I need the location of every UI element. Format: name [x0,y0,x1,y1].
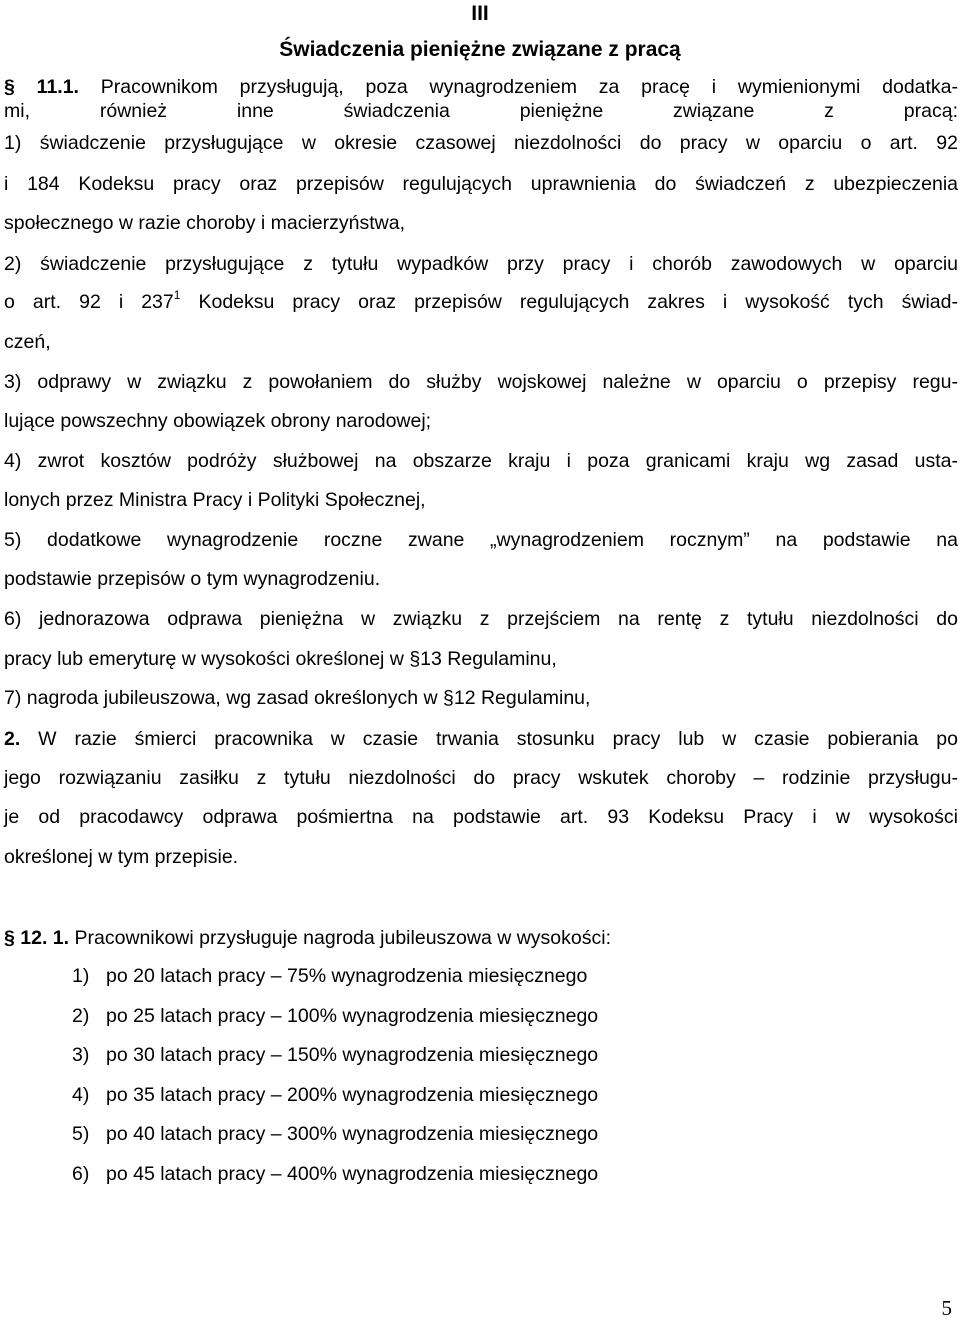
page-number: 5 [941,1296,952,1320]
item-2-text-b-pre: o art. 92 i 237 [4,291,174,313]
list-item [72,1115,772,1155]
section-sign: § [4,76,15,98]
item-5-line-2 [4,565,958,593]
paragraph-2-line-3 [4,803,958,831]
item-6-text-b-pre: pracy lub emeryturę w wysokości określonej w [4,648,410,670]
item-2-text-c: czeń, [4,331,51,353]
paragraph-2-number: 2. [4,728,21,750]
paragraph-2-text-c: je od pracodawcy odprawa pośmiertna na podstawie art. 93 Kodeksu Pracy i w wysokości [4,806,958,828]
section-12-intro-text: Pracownikowi przysługuje nagroda jubileuszowa w wysokości: [74,927,611,949]
list-item-number: 6) [72,1162,90,1185]
paragraph-2-text-b: jego rozwiązaniu zasiłku z tytułu niezdolności do pracy wskutek choroby – rodzinie przysługu- [4,767,958,789]
item-2-text-a: 2) świadczenie przysługujące z tytułu wypadków przy pracy i chorób zawodowych w oparciu [4,253,958,275]
item-7-text-pre: 7) nagroda jubileuszowa, wg zasad określonych w [4,687,443,709]
section-number: 11.1. [36,76,79,98]
item-1-line-3 [4,209,958,237]
list-item [72,1036,772,1076]
list-item-text: po 25 latach pracy – 100% wynagrodzenia miesięcznego [106,1004,599,1027]
paragraph-2-text-d: określonej w tym przepisie. [4,846,239,868]
intro-line-2-block [4,100,958,124]
intro-line-2: mi, również inne świadczenia pieniężne związane z pracą: [4,100,958,122]
list-item-number: 5) [72,1123,90,1146]
item-3-line-1 [4,368,958,396]
item-6-line-2 [4,645,958,673]
list-item [72,997,772,1037]
section-11-intro [4,76,958,100]
item-7-line [4,684,958,712]
list-item-number: 4) [72,1083,90,1106]
item-1-line-1 [4,132,958,156]
section-sign: § [443,687,454,709]
superscript: 1 [173,287,181,302]
item-5-line-1 [4,526,958,554]
paragraph-2-line-1 [4,725,958,753]
item-4-line-2 [4,486,958,514]
list-item [72,1155,772,1195]
section-12-intro [4,924,958,952]
item-5-text-a: 5) dodatkowe wynagrodzenie roczne zwane „wynagrodzeniem rocznym” na podstawie na [4,529,958,551]
item-3-line-2 [4,407,958,435]
item-3-text-a: 3) odprawy w związku z powołaniem do służby wojskowej należne w oparciu o przepisy regu- [4,371,958,393]
paragraph-2-text-a: W razie śmierci pracownika w czasie trwania stosunku pracy lub w czasie pobierania po [20,728,958,750]
list-item-text: po 45 latach pracy – 400% wynagrodzenia miesięcznego [106,1162,599,1185]
section-sign: § [409,648,421,670]
intro-line-1: Pracownikom przysługują, poza wynagrodzeniem za pracę i wymienionymi dodatka- [100,76,959,98]
item-3-text-b: lujące powszechny obowiązek obrony narodowej; [4,410,432,432]
item-1-text-c: społecznego w razie choroby i macierzyństwa, [4,212,406,234]
list-item [72,957,772,997]
item-6-line-1 [4,605,958,633]
item-7-text-post: 12 Regulaminu, [453,687,591,709]
list-item-number: 3) [72,1044,90,1067]
item-4-text-b: lonych przez Ministra Pracy i Polityki Społecznej, [4,489,426,511]
section-number: 12. 1. [20,927,70,949]
item-6-text-b-post: 13 Regulaminu, [420,648,557,670]
list-item-text: po 35 latach pracy – 200% wynagrodzenia miesięcznego [106,1083,599,1106]
chapter-number: III [471,2,489,25]
list-item-number: 2) [72,1004,90,1027]
paragraph-2-line-2 [4,764,958,792]
item-1-line-2 [4,170,958,198]
item-2-line-2 [4,288,958,316]
item-1-text-a: 1) świadczenie przysługujące w okresie czasowej niezdolności do pracy w oparciu o art. 92 [4,132,958,154]
item-2-line-3 [4,328,958,356]
item-4-line-1 [4,447,958,475]
paragraph-2-line-4 [4,843,958,871]
item-1-text-b: i 184 Kodeksu pracy oraz przepisów regulujących uprawnienia do świadczeń z ubezpieczenia [4,173,958,195]
list-item-number: 1) [72,965,90,987]
list-item-text: po 30 latach pracy – 150% wynagrodzenia miesięcznego [106,1044,599,1067]
section-sign: § [4,927,15,949]
item-4-text-a: 4) zwrot kosztów podróży służbowej na obszarze kraju i poza granicami kraju wg zasad usta- [4,450,958,472]
list-item [72,1076,772,1116]
item-2-text-b-post: Kodeksu pracy oraz przepisów regulujących zakres i wysokość tych świad- [180,291,958,313]
item-6-text-a: 6) jednorazowa odprawa pieniężna w związku z przejściem na rentę z tytułu niezdolności do [4,608,958,630]
chapter-title: Świadczenia pieniężne związane z pracą [279,38,681,61]
item-2-line-1 [4,250,958,278]
list-item-text: po 20 latach pracy – 75% wynagrodzenia miesięcznego [106,965,588,987]
item-5-text-b: podstawie przepisów o tym wynagrodzeniu. [4,568,381,590]
jubilee-award-list [72,957,772,1195]
list-item-text: po 40 latach pracy – 300% wynagrodzenia miesięcznego [106,1123,599,1146]
